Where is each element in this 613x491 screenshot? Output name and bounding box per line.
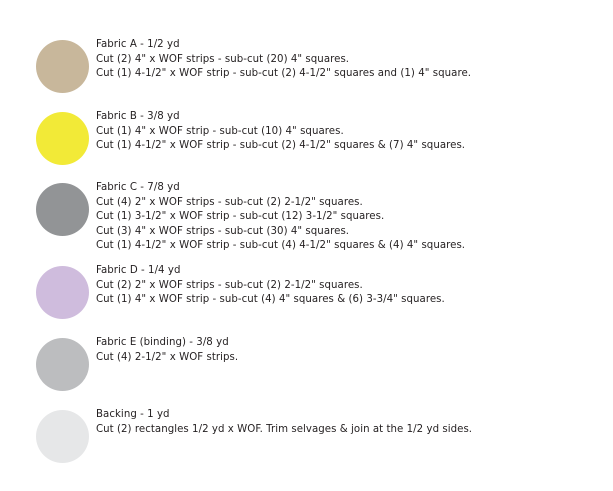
cutting-instruction: Cut (1) 4-1/2" x WOF strip - sub-cut (2) 4-1/2" squares and (1) 4" square. <box>96 68 472 80</box>
cutting-instruction: Cut (4) 2" x WOF strips - sub-cut (2) 2-1/2" squares. <box>96 196 363 208</box>
fabric-title: Fabric E (binding) - 3/8 yd <box>96 337 229 348</box>
cutting-instruction: Cut (4) 2-1/2" x WOF strips. <box>96 351 239 363</box>
fabric-title: Fabric C - 7/8 yd <box>96 182 180 193</box>
backing-swatch <box>36 410 89 463</box>
fabric-b-text <box>96 110 465 154</box>
cutting-instruction: Cut (1) 4" x WOF strip - sub-cut (4) 4" squares & (6) 3-3/4" squares. <box>96 294 445 306</box>
cutting-instruction: Cut (2) 4" x WOF strips - sub-cut (20) 4" squares. <box>96 53 350 65</box>
cutting-instruction: Cut (1) 4" x WOF strip - sub-cut (10) 4" squares. <box>96 125 344 137</box>
fabric-a-swatch <box>36 40 89 93</box>
cutting-instruction: Cut (1) 4-1/2" x WOF strip - sub-cut (2) 4-1/2" squares & (7) 4" squares. <box>96 140 466 152</box>
fabric-d-swatch <box>36 266 89 319</box>
fabric-d-text <box>96 264 445 308</box>
fabric-c-text <box>96 181 465 254</box>
cutting-instruction: Cut (3) 4" x WOF strips - sub-cut (30) 4" squares. <box>96 225 350 237</box>
fabric-title: Fabric D - 1/4 yd <box>96 265 181 276</box>
fabric-c-swatch <box>36 183 89 236</box>
fabric-title: Fabric A - 1/2 yd <box>96 39 180 50</box>
fabric-title: Fabric B - 3/8 yd <box>96 111 180 122</box>
backing-text <box>96 408 472 437</box>
fabric-e-swatch <box>36 338 89 391</box>
fabric-a-text <box>96 38 471 82</box>
cutting-instruction: Cut (1) 4-1/2" x WOF strip - sub-cut (4) 4-1/2" squares & (4) 4" squares. <box>96 240 466 252</box>
cutting-instruction: Cut (2) 2" x WOF strips - sub-cut (2) 2-1/2" squares. <box>96 279 363 291</box>
cutting-instruction: Cut (2) rectangles 1/2 yd x WOF. Trim selvages & join at the 1/2 yd sides. <box>96 423 473 435</box>
fabric-e-text <box>96 336 238 365</box>
fabric-title: Backing - 1 yd <box>96 409 170 420</box>
fabric-b-swatch <box>36 112 89 165</box>
cutting-instruction: Cut (1) 3-1/2" x WOF strip - sub-cut (12) 3-1/2" squares. <box>96 211 385 223</box>
